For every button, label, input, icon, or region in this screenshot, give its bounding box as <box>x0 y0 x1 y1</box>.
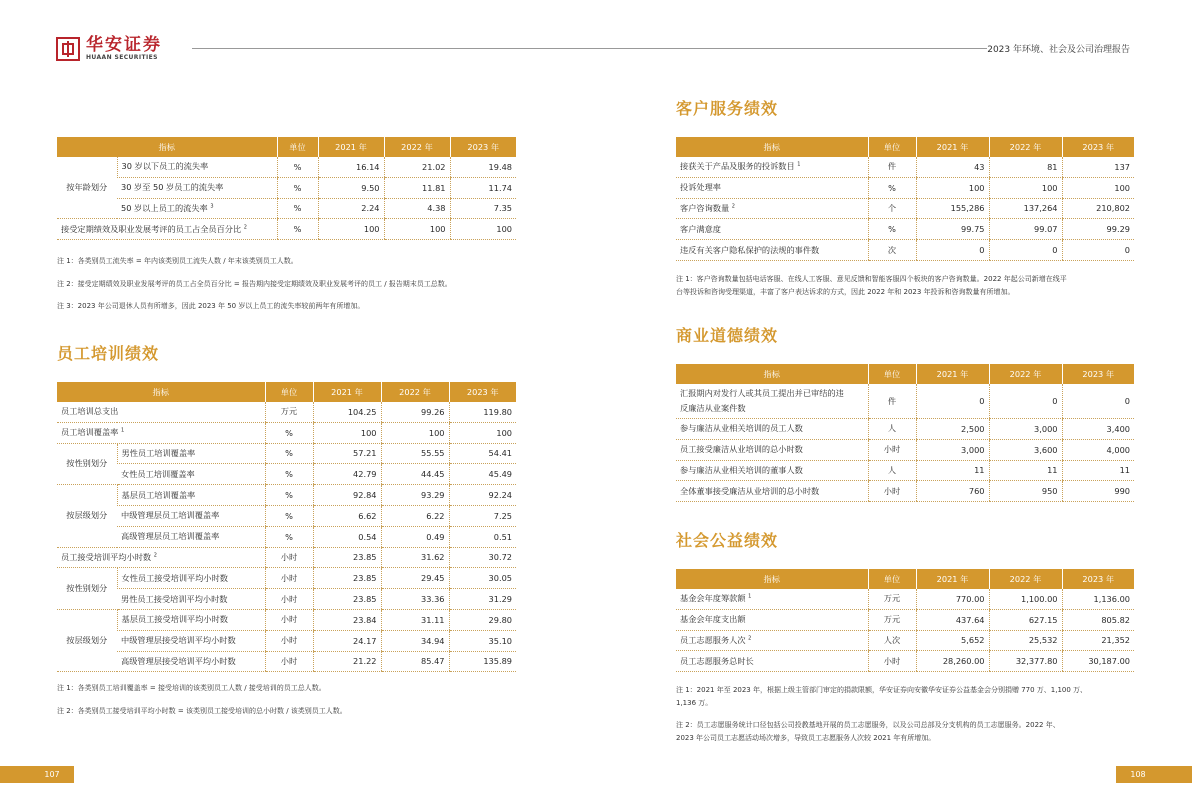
table-row <box>676 240 1134 261</box>
value-2022: 29.45 <box>381 568 449 589</box>
value-2023: 11.74 <box>450 177 516 198</box>
table-row <box>57 177 516 198</box>
value-2021: 155,286 <box>916 198 989 219</box>
row-unit: % <box>265 485 313 506</box>
col-header-unit: 单位 <box>265 382 313 402</box>
value-2021: 92.84 <box>313 485 381 506</box>
footnote-mark: 1 <box>748 593 752 600</box>
value-2022: 11 <box>989 460 1062 481</box>
footnote-mark: 1 <box>797 161 801 168</box>
value-2021: 9.50 <box>318 177 384 198</box>
row-unit: 小时 <box>265 651 313 672</box>
value-2022: 100 <box>989 177 1062 198</box>
row-unit: 万元 <box>265 402 313 422</box>
value-2021: 23.85 <box>313 589 381 610</box>
row-unit: 小时 <box>265 547 313 568</box>
row-unit: 万元 <box>868 589 916 609</box>
value-2021: 437.64 <box>916 609 989 630</box>
table-row <box>676 219 1134 240</box>
section-title-ethics: 商业道德绩效 <box>676 326 779 345</box>
row-label: 参与廉洁从业相关培训的董事人数 <box>676 460 868 481</box>
col-header-2022: 2022 年 <box>989 364 1062 384</box>
welfare-table <box>676 569 1134 672</box>
row-label: 员工接受廉洁从业培训的总小时数 <box>676 439 868 460</box>
row-unit: 人次 <box>868 630 916 651</box>
row-label: 基金会年度支出额 <box>676 609 868 630</box>
value-2021: 99.75 <box>916 219 989 240</box>
value-2021: 6.62 <box>313 505 381 526</box>
value-2023: 54.41 <box>449 443 516 464</box>
row-label: 女性员工培训覆盖率 <box>117 464 265 485</box>
group-label: 按性别划分 <box>57 443 117 485</box>
footnote: 注 3：2023 年公司退休人员有所增多，因此 2023 年 50 岁以上员工的流失率较前两年有所增加。 <box>57 302 365 310</box>
row-unit: % <box>868 177 916 198</box>
value-2021: 57.21 <box>313 443 381 464</box>
row-label: 员工志愿服务人次 $^2$ <box>676 630 868 651</box>
col-header-2023: 2023 年 <box>1062 137 1134 157</box>
col-header-2022: 2022 年 <box>381 382 449 402</box>
row-unit: 小时 <box>265 609 313 630</box>
footnote: 1,136 万。 <box>676 699 713 707</box>
value-2023: 1,136.00 <box>1062 589 1134 609</box>
value-2022: 3,000 <box>989 419 1062 440</box>
row-label: 员工接受培训平均小时数 $^2$ <box>57 547 265 568</box>
value-2021: 0 <box>916 240 989 261</box>
table-row <box>676 589 1134 609</box>
row-label: 员工志愿服务总时长 <box>676 651 868 672</box>
row-unit: % <box>265 422 313 443</box>
logo-english-name: HUAAN SECURITIES <box>86 54 158 61</box>
col-header-2021: 2021 年 <box>916 364 989 384</box>
col-header-2023: 2023 年 <box>1062 569 1134 589</box>
value-2021: 16.14 <box>318 157 384 177</box>
value-2021: 21.22 <box>313 651 381 672</box>
value-2022: 99.07 <box>989 219 1062 240</box>
value-2023: 0 <box>1062 384 1134 419</box>
page-number-left: 107 <box>44 770 60 779</box>
value-2022: 11.81 <box>384 177 450 198</box>
logo-emblem-icon <box>56 37 80 61</box>
table-row <box>676 481 1134 502</box>
row-unit: 万元 <box>868 609 916 630</box>
value-2023: 0 <box>1062 240 1134 261</box>
row-label: 客户满意度 <box>676 219 868 240</box>
col-header-2022: 2022 年 <box>989 137 1062 157</box>
table-row <box>57 198 516 219</box>
group-label: 按层级划分 <box>57 609 117 671</box>
row-unit: 个 <box>868 198 916 219</box>
table-row <box>57 589 516 610</box>
value-2023: 0.51 <box>449 526 516 547</box>
value-2022: 55.55 <box>381 443 449 464</box>
company-logo <box>56 36 162 61</box>
table-row <box>57 157 516 177</box>
table-row <box>57 464 516 485</box>
value-2023: 19.48 <box>450 157 516 177</box>
value-2023: 3,400 <box>1062 419 1134 440</box>
footnote: 注 1：客户咨询数量包括电话客服、在线人工客服、意见反馈和智能客服四个板块的客户咨询数量。2022 年起公司新增在线平 <box>676 275 1067 283</box>
row-unit: 小时 <box>265 568 313 589</box>
training-table <box>57 382 516 672</box>
logo-chinese-name: 华安证券 <box>86 35 162 55</box>
table-row <box>676 609 1134 630</box>
footnote-mark: 3 <box>210 203 214 210</box>
value-2023: 99.29 <box>1062 219 1134 240</box>
row-label: 女性员工接受培训平均小时数 <box>117 568 265 589</box>
footnote: 台等投诉和咨询受理渠道，丰富了客户表达诉求的方式，因此 2022 年和 2023 年投诉和咨询数量有所增加。 <box>676 288 1015 296</box>
col-header-2021: 2021 年 <box>313 382 381 402</box>
group-label: 按年龄划分 <box>57 157 117 219</box>
row-unit: % <box>265 443 313 464</box>
row-label: 男性员工培训覆盖率 <box>117 443 265 464</box>
table-row <box>57 526 516 547</box>
section-title-welfare: 社会公益绩效 <box>676 531 779 550</box>
row-label: 违反有关客户隐私保护的法规的事件数 <box>676 240 868 261</box>
value-2022: 100 <box>381 422 449 443</box>
row-label: 接获关于产品及服务的投诉数目 $^1$ <box>676 157 868 177</box>
value-2021: 100 <box>916 177 989 198</box>
group-label: 按性别划分 <box>57 568 117 610</box>
row-unit: 小时 <box>265 589 313 610</box>
value-2023: 29.80 <box>449 609 516 630</box>
table-row <box>57 219 516 240</box>
footnote-mark: 2 <box>731 203 735 210</box>
col-header-2022: 2022 年 <box>989 569 1062 589</box>
table-row <box>676 460 1134 481</box>
value-2021: 24.17 <box>313 630 381 651</box>
table-row <box>676 157 1134 177</box>
value-2023: 135.89 <box>449 651 516 672</box>
table-row <box>57 505 516 526</box>
table-row <box>676 198 1134 219</box>
row-unit: 件 <box>868 157 916 177</box>
table-row <box>57 402 516 422</box>
value-2023: 100 <box>449 422 516 443</box>
row-label: 30 岁以下员工的流失率 <box>117 157 277 177</box>
row-unit: 人 <box>868 460 916 481</box>
col-header-indicator: 指标 <box>676 569 868 589</box>
value-2022: 44.45 <box>381 464 449 485</box>
table-row <box>57 485 516 506</box>
col-header-indicator: 指标 <box>57 137 277 157</box>
footnote: 注 2：员工志愿服务统计口径包括公司投教基地开展的员工志愿服务，以及公司总部及分支机构的员工志愿服务。2022 年、 <box>676 721 1060 729</box>
footnote: 注 2：各类别员工接受培训平均小时数 = 该类别员工接受培训的总小时数 / 该类别员工人数。 <box>57 707 347 715</box>
row-unit: 小时 <box>265 630 313 651</box>
footnote-mark: 1 <box>120 427 125 434</box>
value-2021: 100 <box>313 422 381 443</box>
value-2022: 33.36 <box>381 589 449 610</box>
row-label: 中级管理层接受培训平均小时数 <box>117 630 265 651</box>
footnote-mark: 2 <box>243 224 247 231</box>
value-2022: 93.29 <box>381 485 449 506</box>
row-unit: % <box>277 198 318 219</box>
value-2022: 0 <box>989 240 1062 261</box>
value-2022: 0.49 <box>381 526 449 547</box>
row-label: 高级管理层接受培训平均小时数 <box>117 651 265 672</box>
table-row <box>57 443 516 464</box>
value-2022: 3,600 <box>989 439 1062 460</box>
value-2021: 43 <box>916 157 989 177</box>
value-2023: 100 <box>1062 177 1134 198</box>
value-2021: 3,000 <box>916 439 989 460</box>
footnote-mark: 2 <box>153 552 157 559</box>
table-row <box>676 177 1134 198</box>
row-label: 员工培训总支出 <box>57 402 265 422</box>
table-row <box>676 651 1134 672</box>
value-2021: 2.24 <box>318 198 384 219</box>
value-2021: 28,260.00 <box>916 651 989 672</box>
row-unit: 小时 <box>868 481 916 502</box>
page-number-right: 108 <box>1130 770 1146 779</box>
table-row <box>676 630 1134 651</box>
value-2021: 5,652 <box>916 630 989 651</box>
col-header-2022: 2022 年 <box>384 137 450 157</box>
value-2022: 6.22 <box>381 505 449 526</box>
row-unit: 件 <box>868 384 916 419</box>
row-label: 投诉处理率 <box>676 177 868 198</box>
value-2023: 30.05 <box>449 568 516 589</box>
value-2023: 210,802 <box>1062 198 1134 219</box>
customer-table <box>676 137 1134 261</box>
value-2021: 23.85 <box>313 547 381 568</box>
value-2022: 81 <box>989 157 1062 177</box>
value-2023: 119.80 <box>449 402 516 422</box>
value-2023: 7.35 <box>450 198 516 219</box>
table-row <box>57 547 516 568</box>
value-2021: 760 <box>916 481 989 502</box>
value-2022: 100 <box>384 219 450 240</box>
table-row <box>676 439 1134 460</box>
row-label: 基层员工培训覆盖率 <box>117 485 265 506</box>
group-label: 按层级划分 <box>57 485 117 547</box>
value-2021: 100 <box>318 219 384 240</box>
value-2023: 21,352 <box>1062 630 1134 651</box>
row-unit: % <box>265 505 313 526</box>
footnote-mark: 2 <box>748 635 752 642</box>
row-label: 男性员工接受培训平均小时数 <box>117 589 265 610</box>
row-unit: % <box>277 157 318 177</box>
row-unit: 小时 <box>868 651 916 672</box>
turnover-table <box>57 137 516 240</box>
col-header-2023: 2023 年 <box>450 137 516 157</box>
col-header-unit: 单位 <box>868 137 916 157</box>
section-title-customer: 客户服务绩效 <box>676 99 779 118</box>
header-divider <box>192 48 987 49</box>
value-2023: 30.72 <box>449 547 516 568</box>
table-row <box>57 651 516 672</box>
col-header-2023: 2023 年 <box>449 382 516 402</box>
table-row <box>57 568 516 589</box>
value-2021: 0 <box>916 384 989 419</box>
row-label: 客户咨询数量 $^2$ <box>676 198 868 219</box>
row-unit: % <box>868 219 916 240</box>
row-label: 员工培训覆盖率 $^1$ <box>57 422 265 443</box>
row-label: 30 岁至 50 岁员工的流失率 <box>117 177 277 198</box>
value-2023: 11 <box>1062 460 1134 481</box>
row-unit: 小时 <box>868 439 916 460</box>
report-title: 2023 年环境、社会及公司治理报告 <box>987 45 1130 55</box>
footnote: 注 1：2021 年至 2023 年，根据上级主管部门审定的捐款限额，华安证券向安徽华安证券公益基金会分别捐赠 770 万、1,100 万、 <box>676 686 1088 694</box>
value-2022: 31.62 <box>381 547 449 568</box>
value-2023: 805.82 <box>1062 609 1134 630</box>
value-2022: 4.38 <box>384 198 450 219</box>
table-row <box>676 419 1134 440</box>
value-2022: 85.47 <box>381 651 449 672</box>
value-2021: 0.54 <box>313 526 381 547</box>
footnote: 2023 年公司员工志愿活动场次增多，导致员工志愿服务人次较 2021 年有所增加。 <box>676 734 936 742</box>
value-2023: 45.49 <box>449 464 516 485</box>
value-2021: 42.79 <box>313 464 381 485</box>
value-2023: 100 <box>450 219 516 240</box>
value-2021: 11 <box>916 460 989 481</box>
value-2022: 0 <box>989 384 1062 419</box>
value-2022: 137,264 <box>989 198 1062 219</box>
col-header-2021: 2021 年 <box>318 137 384 157</box>
value-2022: 34.94 <box>381 630 449 651</box>
value-2023: 4,000 <box>1062 439 1134 460</box>
value-2022: 99.26 <box>381 402 449 422</box>
row-unit: 人 <box>868 419 916 440</box>
row-label: 高级管理层员工培训覆盖率 <box>117 526 265 547</box>
row-label: 基层员工接受培训平均小时数 <box>117 609 265 630</box>
row-label: 基金会年度筹款额 $^1$ <box>676 589 868 609</box>
col-header-indicator: 指标 <box>57 382 265 402</box>
col-header-2021: 2021 年 <box>916 569 989 589</box>
footnote: 注 2：接受定期绩效及职业发展考评的员工占全员百分比 = 报告期内接受定期绩效及职业发展考评的员工 / 报告期末员工总数。 <box>57 280 452 288</box>
section-title-training: 员工培训绩效 <box>57 344 160 363</box>
value-2022: 1,100.00 <box>989 589 1062 609</box>
col-header-indicator: 指标 <box>676 364 868 384</box>
value-2023: 92.24 <box>449 485 516 506</box>
row-label: 50 岁以上员工的流失率 $^3$ <box>117 198 277 219</box>
value-2022: 25,532 <box>989 630 1062 651</box>
value-2022: 950 <box>989 481 1062 502</box>
value-2023: 7.25 <box>449 505 516 526</box>
table-row <box>676 384 1134 419</box>
ethics-table <box>676 364 1134 502</box>
row-label: 汇报期内对发行人或其员工提出并已审结的违 反廉洁从业案件数 <box>676 384 868 419</box>
col-header-unit: 单位 <box>277 137 318 157</box>
value-2022: 21.02 <box>384 157 450 177</box>
row-unit: % <box>265 526 313 547</box>
row-label: 中级管理层员工培训覆盖率 <box>117 505 265 526</box>
value-2021: 2,500 <box>916 419 989 440</box>
value-2021: 23.84 <box>313 609 381 630</box>
value-2023: 35.10 <box>449 630 516 651</box>
value-2022: 31.11 <box>381 609 449 630</box>
row-unit: % <box>277 177 318 198</box>
table-row <box>57 422 516 443</box>
row-unit: % <box>265 464 313 485</box>
col-header-indicator: 指标 <box>676 137 868 157</box>
value-2021: 770.00 <box>916 589 989 609</box>
row-label: 全体董事接受廉洁从业培训的总小时数 <box>676 481 868 502</box>
footnote: 注 1：各类别员工流失率 = 年内该类别员工流失人数 / 年末该类别员工人数。 <box>57 257 298 265</box>
row-unit: % <box>277 219 318 240</box>
value-2023: 30,187.00 <box>1062 651 1134 672</box>
col-header-unit: 单位 <box>868 364 916 384</box>
value-2023: 137 <box>1062 157 1134 177</box>
row-label: 接受定期绩效及职业发展考评的员工占全员百分比 $^2$ <box>57 219 277 240</box>
value-2021: 23.85 <box>313 568 381 589</box>
footnote: 注 1：各类别员工培训覆盖率 = 接受培训的该类别员工人数 / 接受培训的员工总人数。 <box>57 684 326 692</box>
value-2023: 990 <box>1062 481 1134 502</box>
col-header-2021: 2021 年 <box>916 137 989 157</box>
col-header-2023: 2023 年 <box>1062 364 1134 384</box>
col-header-unit: 单位 <box>868 569 916 589</box>
value-2022: 32,377.80 <box>989 651 1062 672</box>
row-unit: 次 <box>868 240 916 261</box>
value-2022: 627.15 <box>989 609 1062 630</box>
value-2021: 104.25 <box>313 402 381 422</box>
row-label: 参与廉洁从业相关培训的员工人数 <box>676 419 868 440</box>
value-2023: 31.29 <box>449 589 516 610</box>
table-row <box>57 609 516 630</box>
table-row <box>57 630 516 651</box>
